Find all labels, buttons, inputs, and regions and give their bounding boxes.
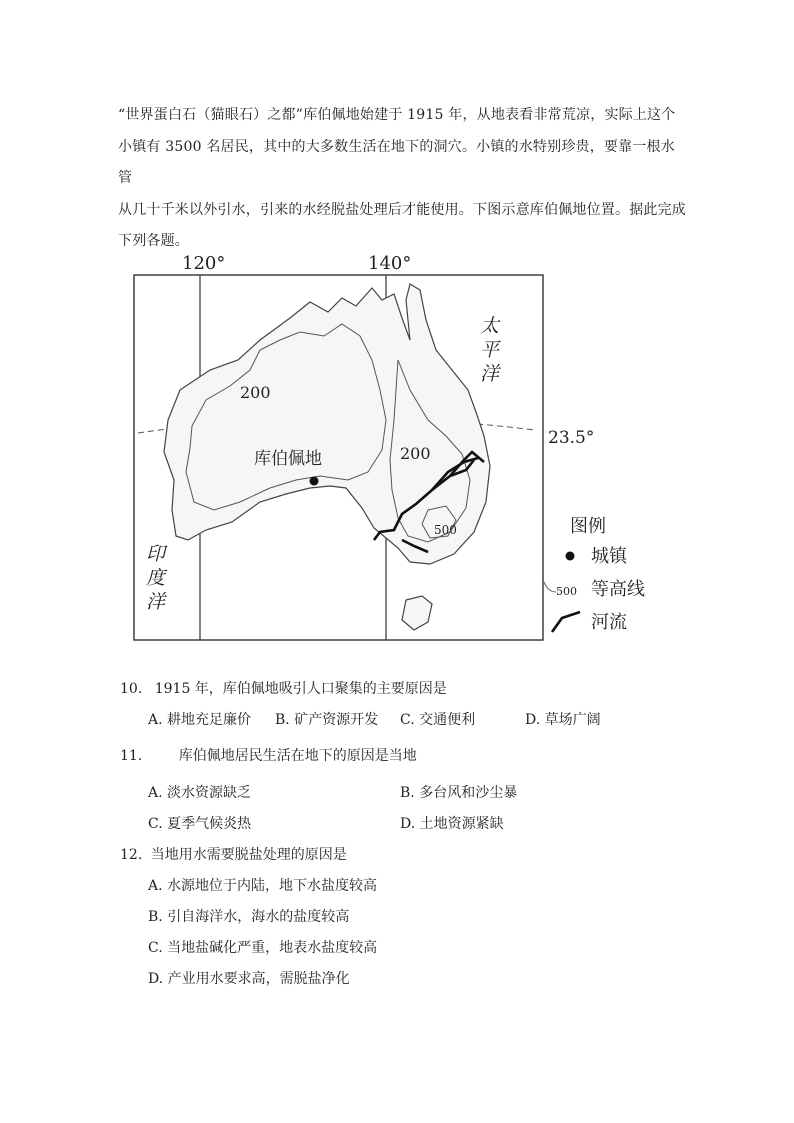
legend-contour-line	[544, 582, 556, 592]
label-pacific-1: 太	[480, 315, 500, 337]
legend-town-label: 城镇	[591, 546, 627, 567]
q10-option-c[interactable]: C. 交通便利	[400, 712, 476, 728]
question-10-number: 10.	[120, 681, 143, 697]
q12-option-d[interactable]: D. 产业用水要求高，需脱盐净化	[148, 971, 350, 987]
question-11-stem: 库伯佩地居民生活在地下的原因是当地	[178, 748, 417, 764]
intro-line-3: 从几十千米以外引水，引来的水经脱盐处理后才能使用。下图示意库伯佩地位置。据此完成	[118, 201, 686, 218]
question-12	[120, 845, 347, 865]
question-12-stem: 当地用水需要脱盐处理的原因是	[150, 847, 347, 863]
label-lat-tropic: 23.5°	[548, 428, 595, 448]
q10-option-d[interactable]: D. 草场广阔	[525, 712, 601, 728]
legend-river-line	[552, 612, 580, 632]
q11-option-c[interactable]: C. 夏季气候炎热	[148, 816, 252, 832]
q10-option-a[interactable]: A. 耕地充足廉价	[148, 712, 252, 728]
label-town: 库伯佩地	[254, 449, 322, 469]
label-contour-200-east: 200	[400, 444, 431, 463]
intro-line-2: 小镇有 3500 名居民，其中的大多数生活在地下的洞穴。小镇的水特别珍贵，要靠一根水管	[118, 138, 675, 186]
question-11-number: 11.	[120, 748, 143, 764]
question-10	[120, 679, 447, 699]
label-pacific-2: 平	[480, 339, 500, 361]
intro-paragraph	[118, 100, 688, 258]
q12-option-b[interactable]: B. 引自海洋水，海水的盐度较高	[148, 909, 350, 925]
legend-town-dot	[566, 552, 575, 561]
q10-option-b[interactable]: B. 矿产资源开发	[275, 712, 379, 728]
legend-river-label: 河流	[591, 612, 627, 633]
town-dot	[310, 477, 319, 486]
legend-contour-value: 500	[556, 585, 577, 598]
q11-option-d[interactable]: D. 土地资源紧缺	[400, 816, 504, 832]
intro-line-4: 下列各题。	[118, 233, 189, 249]
question-12-number: 12.	[120, 847, 143, 863]
legend-contour-label: 等高线	[591, 579, 645, 600]
australia-map	[110, 240, 680, 650]
tasmania	[402, 596, 432, 630]
question-10-stem: 1915 年，库伯佩地吸引人口聚集的主要原因是	[154, 681, 447, 697]
q11-option-a[interactable]: A. 淡水资源缺乏	[148, 785, 252, 801]
label-indian-1: 印	[146, 543, 166, 565]
legend-title: 图例	[570, 516, 606, 537]
label-pacific-3: 洋	[480, 363, 500, 385]
question-11	[120, 746, 417, 766]
map-legend	[544, 516, 645, 633]
label-indian-2: 度	[146, 567, 166, 589]
label-indian-3: 洋	[146, 591, 166, 613]
label-contour-200-west: 200	[240, 383, 271, 402]
label-lon-140: 140°	[368, 253, 412, 274]
q11-option-b[interactable]: B. 多台风和沙尘暴	[400, 785, 518, 801]
intro-line-1: “世界蛋白石（猫眼石）之都”库伯佩地始建于 1915 年，从地表看非常荒凉，实际上这个	[118, 107, 676, 123]
label-lon-120: 120°	[182, 253, 226, 274]
q12-option-c[interactable]: C. 当地盐碱化严重，地表水盐度较高	[148, 940, 378, 956]
australia-coastline	[164, 284, 490, 564]
label-contour-500: 500	[434, 523, 457, 537]
q12-option-a[interactable]: A. 水源地位于内陆，地下水盐度较高	[148, 878, 378, 894]
